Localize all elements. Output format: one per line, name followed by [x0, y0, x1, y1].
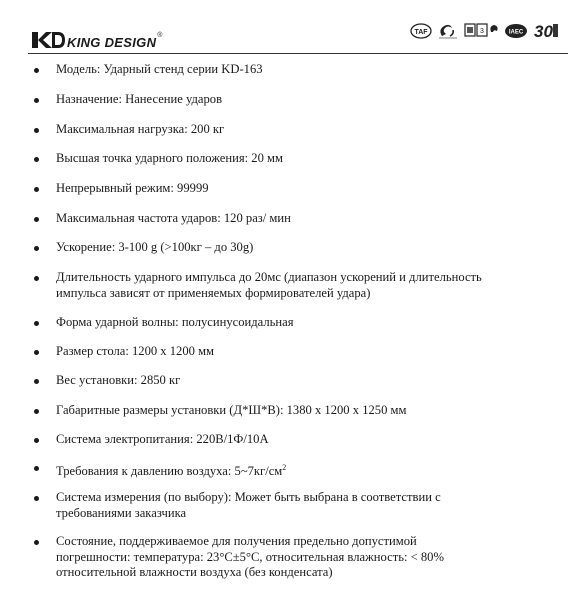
spec-item: [28, 373, 180, 389]
bullet: [34, 217, 39, 222]
bullet: [34, 246, 39, 251]
spec-text-cont: импульса зависят от применяемых формирователей удара): [56, 285, 371, 300]
header-divider: [28, 53, 568, 54]
svg-text:3: 3: [480, 28, 484, 35]
bullet: [34, 321, 39, 326]
bullet: [34, 438, 39, 443]
svg-text:IAEC: IAEC: [508, 29, 524, 36]
spec-item: [28, 122, 224, 138]
spec-item: [28, 270, 576, 301]
svg-text:30: 30: [534, 22, 553, 41]
spec-text: Габаритные размеры установки (Д*Ш*В): 1380 x 1200 x 1250 мм: [56, 403, 407, 417]
taf-badge-icon: [410, 23, 432, 39]
spec-text: Непрерывный режим: 99999: [56, 181, 209, 195]
spec-item: [28, 432, 269, 448]
spec-text: Длительность ударного импульса до 20мс (диапазон ускорений и длительность: [56, 270, 482, 284]
registered-mark: ®: [157, 32, 163, 39]
swirl-logo-icon: [436, 22, 460, 40]
spec-text: Требования к давлению воздуха: 5~7кг/см: [56, 464, 283, 479]
spec-text: Назначение: Нанесение ударов: [56, 92, 223, 106]
kd-logo-icon: [30, 30, 66, 50]
spec-text: Система измерения (по выбору): Может быть выбрана в соответствии с: [56, 490, 441, 504]
spec-text: Максимальная нагрузка: 200 кг: [56, 122, 225, 136]
spec-text: Форма ударной волны: полусинусоидальная: [56, 315, 294, 329]
spec-item: [28, 181, 209, 197]
spec-text: Вес установки: 2850 кг: [56, 373, 181, 387]
iaec-badge-icon: [504, 23, 528, 39]
brand-logo: [30, 30, 162, 50]
brand-name: KING DESIGN: [67, 35, 157, 50]
bullet: [34, 409, 39, 414]
spec-text: Высшая точка ударного положения: 20 мм: [56, 151, 283, 165]
bullet: [34, 496, 39, 501]
bullet: [34, 276, 39, 281]
spec-item: [28, 315, 294, 331]
30-years-badge-icon: [532, 20, 560, 42]
bullet: [34, 68, 39, 73]
bullet: [34, 157, 39, 162]
bullet: [34, 350, 39, 355]
bullet: [34, 466, 39, 471]
spec-text: Максимальная частота ударов: 120 раз/ мин: [56, 211, 291, 225]
bullet: [34, 128, 39, 133]
bullet: [34, 98, 39, 103]
spec-item: [28, 62, 263, 78]
spec-text: Система электропитания: 220В/1Ф/10А: [56, 432, 269, 446]
bullet: [34, 379, 39, 384]
spec-item: [28, 403, 406, 419]
spec-text-cont: требованиями заказчика: [56, 505, 187, 520]
spec-item: [28, 211, 291, 227]
certification-badges: [410, 20, 560, 42]
svg-text:TAF: TAF: [414, 29, 428, 36]
bullet: [34, 187, 39, 192]
superscript: 2: [282, 463, 287, 472]
spec-text-cont: погрешности: температура: 23°C±5°C, относительная влажность: < 80%: [56, 549, 444, 564]
spec-text: Модель: Ударный стенд серии KD-163: [56, 62, 263, 76]
spec-item: [28, 490, 441, 521]
spec-item: [28, 534, 444, 581]
spec-text: Ускорение: 3-100 g (>100кг – до 30g): [56, 240, 254, 254]
cert-group-icon: [464, 22, 500, 40]
spec-text: Состояние, поддерживаемое для получения предельно допустимой: [56, 534, 417, 548]
spec-item: [28, 344, 214, 360]
page-header: [0, 0, 576, 56]
spec-item: [28, 151, 283, 167]
spec-text-cont: относительной влажности воздуха (без конденсата): [56, 565, 333, 579]
spec-item: [28, 240, 253, 256]
spec-item: [28, 460, 286, 480]
bullet: [34, 540, 39, 545]
spec-item: [28, 92, 222, 108]
spec-text: Размер стола: 1200 x 1200 мм: [56, 344, 215, 358]
